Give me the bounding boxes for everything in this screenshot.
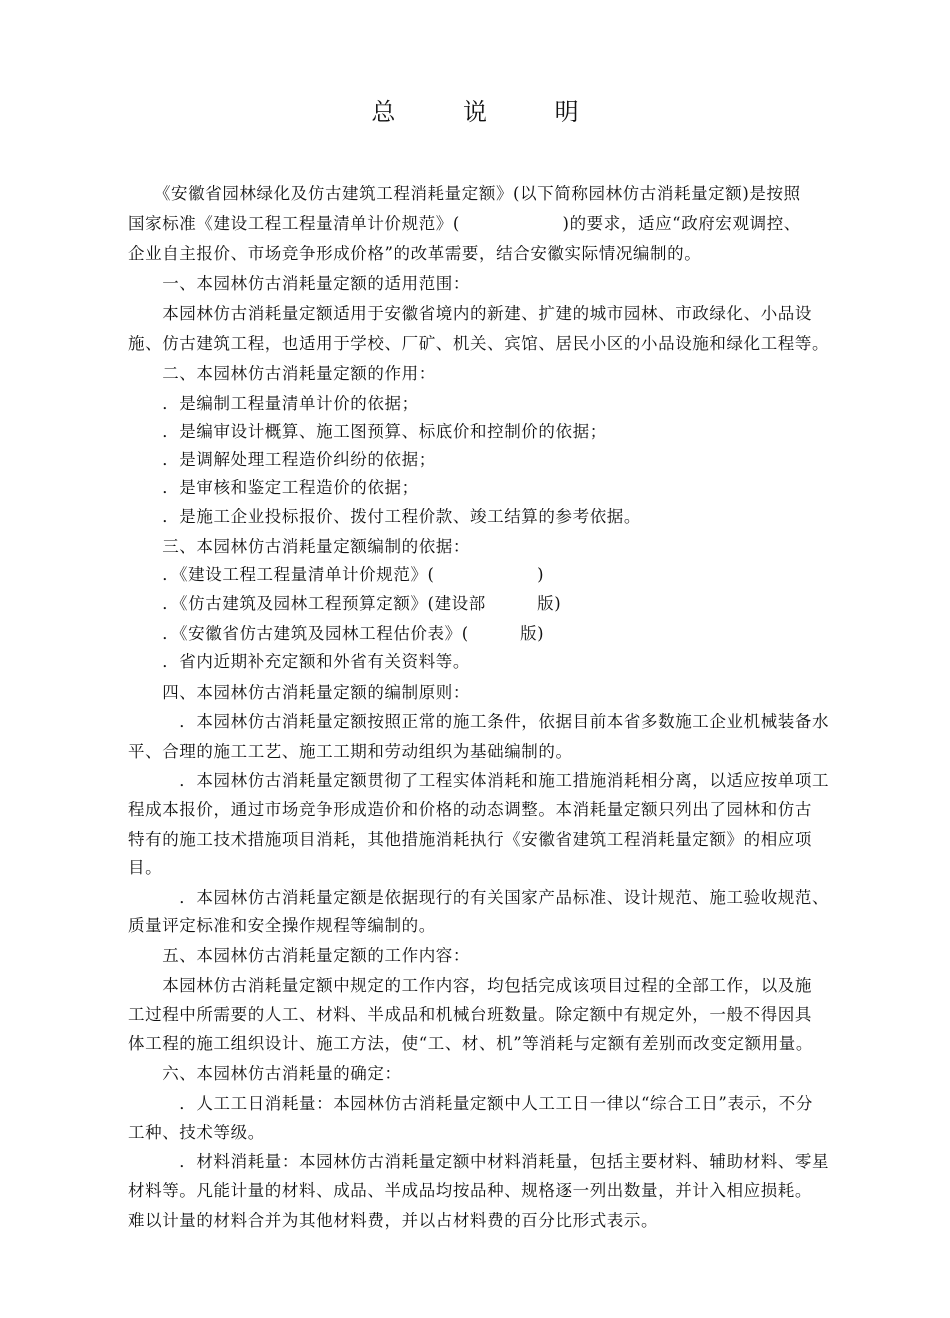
body-line: ．是调解处理工程造价纠纷的依据； xyxy=(128,450,436,469)
body-line: 《安徽省园林绿化及仿古建筑工程消耗量定额》(以下简称园林仿古消耗量定额)是按照 xyxy=(128,184,801,203)
body-line: 二、本园林仿古消耗量定额的作用： xyxy=(128,364,436,383)
body-line: 本园林仿古消耗量定额适用于安徽省境内的新建、扩建的城市园林、市政绿化、小品设 xyxy=(128,304,812,323)
body-line: ．本园林仿古消耗量定额按照正常的施工条件，依据目前本省多数施工企业机械装备水 xyxy=(128,712,830,731)
body-line: ．是施工企业投标报价、拨付工程价款、竣工结算的参考依据。 xyxy=(128,507,641,526)
body-line: ．《建设工程工程量清单计价规范》( ) xyxy=(128,565,545,584)
body-line: ．本园林仿古消耗量定额是依据现行的有关国家产品标准、设计规范、施工验收规范、 xyxy=(128,888,830,907)
body-line: ．是编制工程量清单计价的依据； xyxy=(128,394,419,413)
body-line: 三、本园林仿古消耗量定额编制的依据： xyxy=(128,537,470,556)
body-line: ．材料消耗量：本园林仿古消耗量定额中材料消耗量，包括主要材料、辅助材料、零星 xyxy=(128,1152,830,1171)
body-line: 四、本园林仿古消耗量定额的编制原则： xyxy=(128,683,470,702)
body-line: 六、本园林仿古消耗量的确定： xyxy=(128,1064,402,1083)
body-line: ．省内近期补充定额和外省有关资料等。 xyxy=(128,652,470,671)
body-line: 五、本园林仿古消耗量定额的工作内容： xyxy=(128,946,470,965)
body-line: ．是审核和鉴定工程造价的依据； xyxy=(128,478,419,497)
body-line: 工种、技术等级。 xyxy=(128,1123,265,1142)
body-line: 程成本报价，通过市场竞争形成造价和价格的动态调整。本消耗量定额只列出了园林和仿古 xyxy=(128,800,812,819)
body-line: 平、合理的施工工艺、施工工期和劳动组织为基础编制的。 xyxy=(128,742,573,761)
body-line: 施、仿古建筑工程，也适用于学校、厂矿、机关、宾馆、居民小区的小品设施和绿化工程等。 xyxy=(128,334,830,353)
body-line: 体工程的施工组织设计、施工方法，使“工、材、机”等消耗与定额有差别而改变定额用量。 xyxy=(128,1034,813,1053)
body-line: 本园林仿古消耗量定额中规定的工作内容，均包括完成该项目过程的全部工作，以及施 xyxy=(128,976,812,995)
body-line: 企业自主报价、市场竞争形成价格”的改革需要，结合安徽实际情况编制的。 xyxy=(128,244,702,263)
body-line: 目。 xyxy=(128,858,163,877)
body-line: ．《仿古建筑及园林工程预算定额》(建设部 版) xyxy=(128,594,562,613)
body-line: 特有的施工技术措施项目消耗，其他措施消耗执行《安徽省建筑工程消耗量定额》的相应项 xyxy=(128,830,812,849)
body-line: ．《安徽省仿古建筑及园林工程估价表》( 版) xyxy=(128,624,545,643)
body-line: 一、本园林仿古消耗量定额的适用范围： xyxy=(128,274,470,293)
document-title: 总 说 明 xyxy=(371,98,609,126)
body-line: ．是编审设计概算、施工图预算、标底价和控制价的依据； xyxy=(128,422,607,441)
body-line: 难以计量的材料合并为其他材料费，并以占材料费的百分比形式表示。 xyxy=(128,1211,659,1230)
body-line: ．人工工日消耗量：本园林仿古消耗量定额中人工工日一律以“综合工日”表示，不分 xyxy=(128,1094,813,1113)
body-line: ．本园林仿古消耗量定额贯彻了工程实体消耗和施工措施消耗相分离，以适应按单项工 xyxy=(128,771,830,790)
body-line: 材料等。凡能计量的材料、成品、半成品均按品种、规格逐一列出数量，并计入相应损耗。 xyxy=(128,1181,812,1200)
body-line: 国家标准《建设工程工程量清单计价规范》( )的要求，适应“政府宏观调控、 xyxy=(128,214,801,233)
body-line: 工过程中所需要的人工、材料、半成品和机械台班数量。除定额中有规定外，一般不得因具 xyxy=(128,1005,812,1024)
body-line: 质量评定标准和安全操作规程等编制的。 xyxy=(128,916,436,935)
